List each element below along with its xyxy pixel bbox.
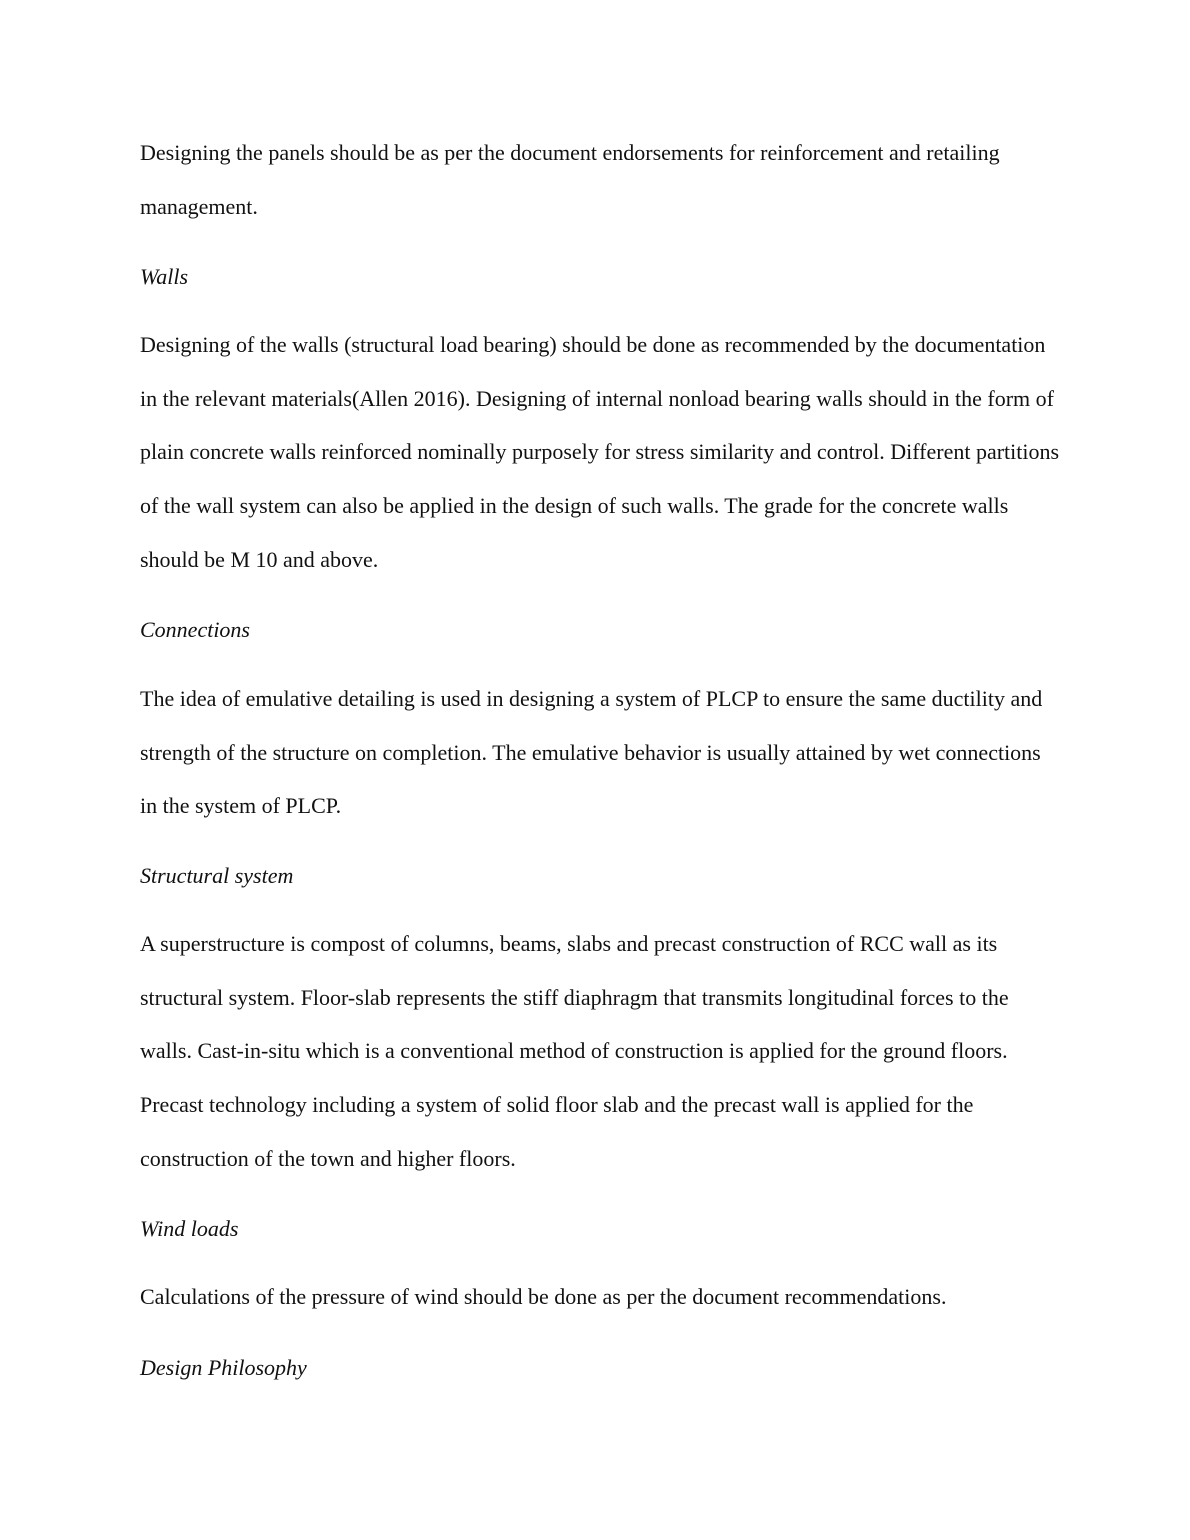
heading-connections: Connections (140, 617, 250, 642)
heading-design-philosophy: Design Philosophy (140, 1355, 307, 1380)
paragraph-connections: The idea of emulative detailing is used in designing a system of PLCP to ensure the same ductility and strength of the structure on completion. The emulative behavior is usually attained by wet connections in the system of PLCP. (140, 686, 1043, 819)
paragraph-structural-system: A superstructure is compost of columns, beams, slabs and precast construction of RCC wall as its structural system. Floor-slab represents the stiff diaphragm that transmits longitudinal forces to the walls. Cast-in-situ which is a conventional method of construction is applied for the ground floors. Precast technology including a system of solid floor slab and the precast wall is applied for the construction of the town and higher floors. (140, 931, 1009, 1171)
paragraph-panels: Designing the panels should be as per the document endorsements for reinforcement and retailing management. (140, 140, 1000, 219)
paragraph-wind-loads: Calculations of the pressure of wind should be done as per the document recommendations. (140, 1284, 947, 1309)
heading-wind-loads: Wind loads (140, 1216, 239, 1241)
heading-structural-system: Structural system (140, 863, 294, 888)
heading-walls: Walls (140, 264, 189, 289)
paragraph-walls: Designing of the walls (structural load bearing) should be done as recommended by the documentation in the relevant materials(Allen 2016). Designing of internal nonload bearing walls should in the form of plain concrete walls reinforced nominally purposely for stress similarity and control. Different partitions of the wall system can also be applied in the design of such walls. The grade for the concrete walls should be M 10 and above. (140, 332, 1060, 572)
